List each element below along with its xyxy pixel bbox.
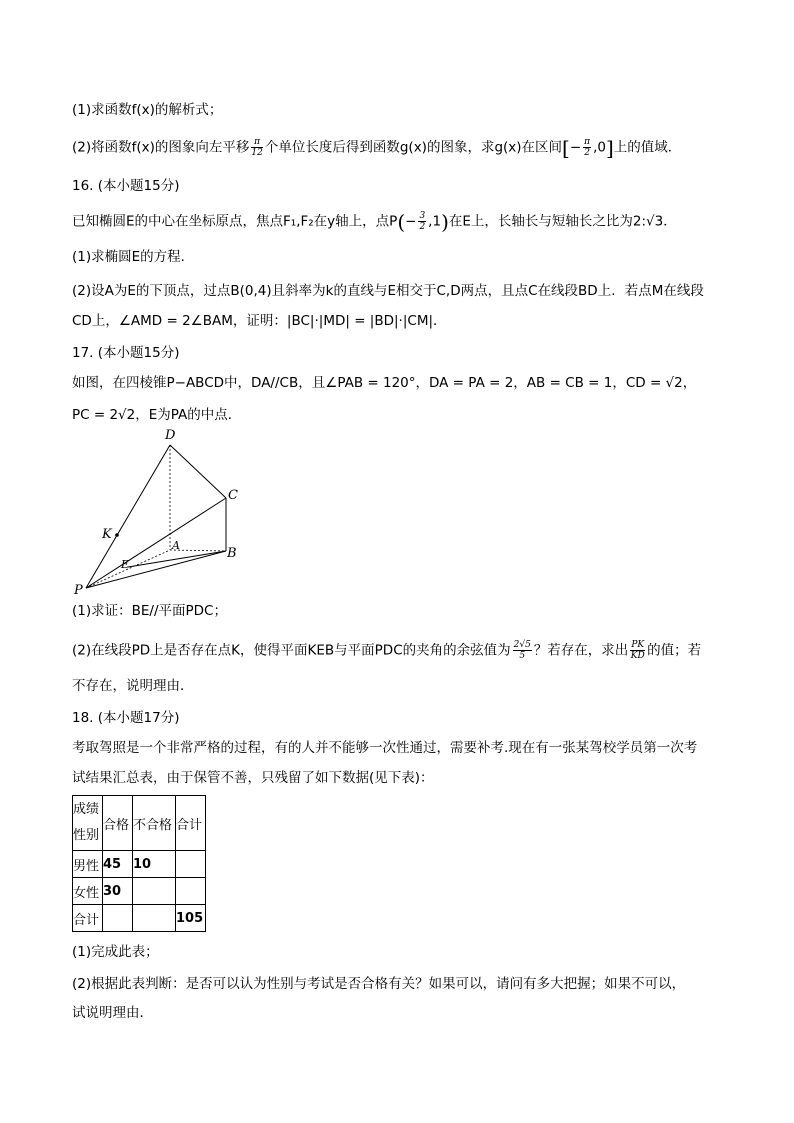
col-header: 不合格: [133, 796, 176, 851]
table-cell: 105: [176, 905, 206, 932]
table-cell: 45: [103, 851, 133, 878]
table-cell: 30: [103, 878, 133, 905]
shift-fraction: $\frac{\pi}{12}$: [251, 137, 263, 158]
row-label: 男性: [73, 851, 103, 878]
edge-DC: [170, 445, 226, 498]
q15-part2: (2)将函数f(x)的图象向左平移 $\frac{\pi}{12}$ 个单位长度后得到函数g(x)的图象，求g(x)在区间[− $\frac{\pi}{2}$ ,0]上的值域．: [72, 135, 682, 160]
table-cell: [103, 905, 133, 932]
q17-stem-line1: 如图，在四棱锥P−ABCD中，DA//CB，且∠PAB = 120°，DA = PA = 2，AB = CB = 1，CD = √2，: [72, 375, 697, 391]
q15-part1: (1)求函数f(x)的解析式；: [72, 102, 223, 118]
pyramid-figure: [70, 426, 270, 596]
point-K: [115, 533, 119, 537]
col-header: 合计: [176, 796, 206, 851]
table-row: [73, 905, 206, 932]
label-E: E: [121, 558, 130, 571]
point-fraction: $\frac{3}{2}$: [419, 211, 426, 232]
table-cell: [133, 905, 176, 932]
table-header-row: [73, 796, 206, 851]
q17-part1: (1)求证：BE//平面PDC；: [72, 603, 227, 619]
table-cell: [133, 878, 176, 905]
label-P: P: [74, 583, 83, 596]
interval-fraction: $\frac{\pi}{2}$: [584, 137, 591, 158]
q17-heading: 17. (本小题15分): [72, 345, 180, 361]
table-cell: 10: [133, 851, 176, 878]
q16-stem: 已知椭圆E的中心在坐标原点，焦点F₁,F₂在y轴上，点P(− $\frac{3}{2}$ ,1)在E上，长轴长与短轴长之比为2:√3．: [72, 209, 677, 234]
table-row: [73, 878, 206, 905]
q16-part2-line2: CD上，∠AMD = 2∠BAM，证明：|BC|·|MD| = |BD|·|CM|．: [72, 313, 447, 329]
segment-EB: [128, 551, 226, 567]
results-table: [72, 795, 206, 932]
row-label: 女性: [73, 878, 103, 905]
label-D: D: [165, 428, 176, 443]
q16-part2-line1: (2)设A为E的下顶点，过点B(0,4)且斜率为k的直线与E相交于C,D两点，且点C在线段BD上．若点M在线段: [72, 283, 704, 299]
ratio-fraction: $\frac{PK}{KD}$: [630, 640, 645, 661]
q17-part2-line1: (2)在线段PD上是否存在点K，使得平面KEB与平面PDC的夹角的余弦值为 $\frac{2√5}{5}$ ？若存在，求出 $\frac{PK}{KD}$ 的值；若: [72, 640, 702, 661]
q18-part2-line1: (2)根据此表判断：是否可以认为性别与考试是否合格有关？如果可以，请问有多大把握；如果不可以，: [72, 976, 686, 992]
q17-part2-line2: 不存在，说明理由．: [72, 678, 194, 694]
q18-part1: (1)完成此表；: [72, 944, 159, 960]
q16-heading: 16. (本小题15分): [72, 178, 180, 194]
col-header: 合格: [103, 796, 133, 851]
label-B: B: [227, 546, 237, 561]
q18-stem-line2: 试结果汇总表，由于保管不善，只残留了如下数据(见下表)：: [72, 770, 434, 786]
row-label: 合计: [73, 905, 103, 932]
label-A: A: [172, 539, 180, 552]
label-K: K: [102, 527, 112, 542]
q18-stem-line1: 考取驾照是一个非常严格的过程，有的人并不能够一次性通过，需要补考.现在有一张某驾校学员第一次考: [72, 740, 698, 756]
table-row: [73, 851, 206, 878]
table-cell: [176, 878, 206, 905]
q18-heading: 18. (本小题17分): [72, 710, 180, 726]
q16-part1: (1)求椭圆E的方程．: [72, 249, 195, 265]
edge-PC: [86, 498, 226, 588]
q17-stem-line2: PC = 2√2，E为PA的中点．: [72, 407, 242, 423]
table-cell: [176, 851, 206, 878]
q18-part2-line2: 试说明理由．: [72, 1005, 153, 1021]
label-C: C: [228, 488, 238, 503]
cosine-fraction: $\frac{2√5}{5}$: [513, 640, 531, 661]
corner-cell: 成绩 性别: [73, 796, 103, 851]
